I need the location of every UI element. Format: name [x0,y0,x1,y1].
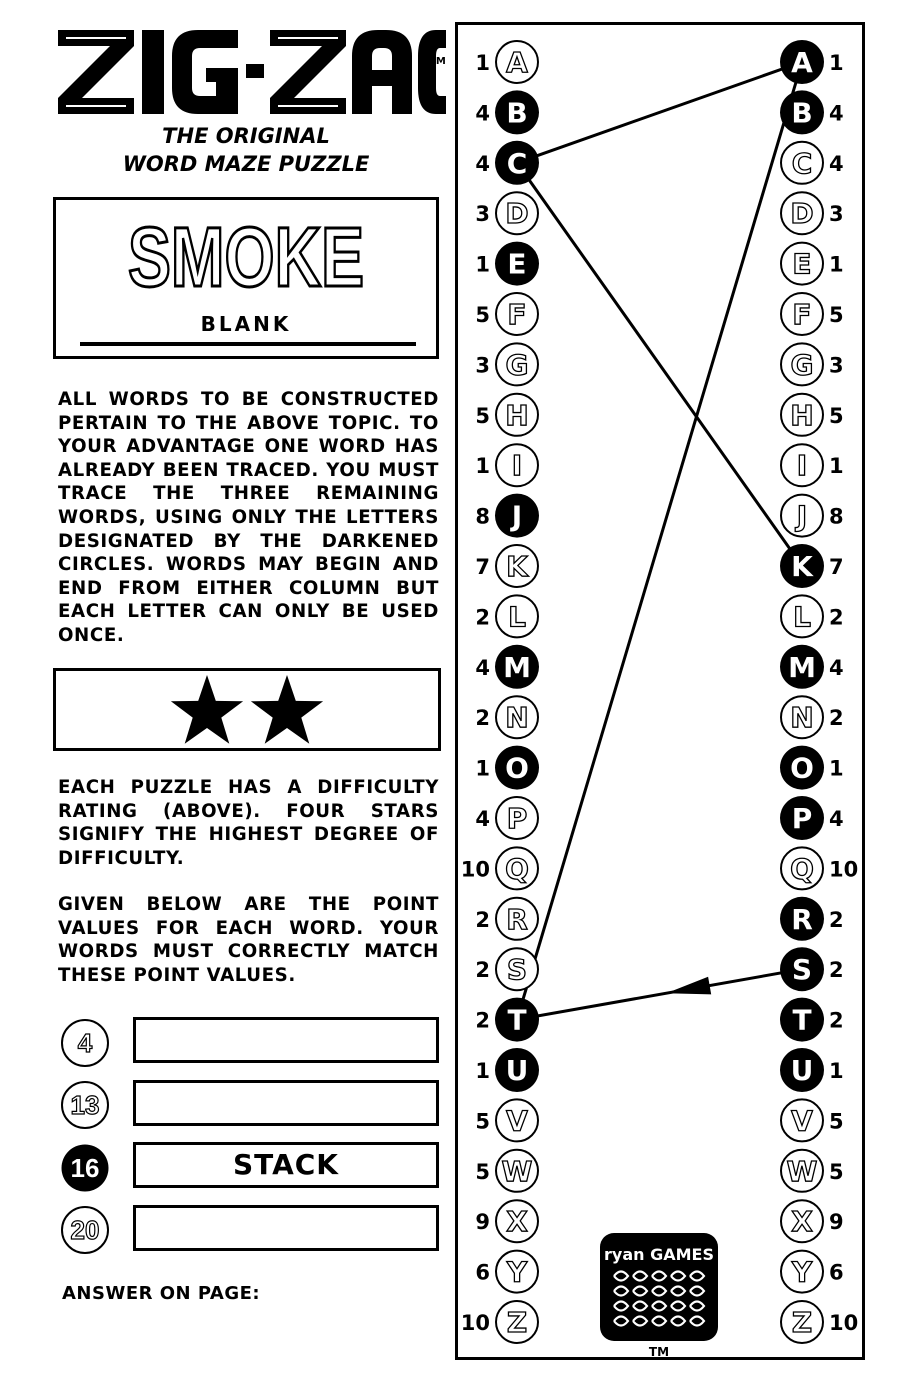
right-point-value: 5 [829,1109,844,1134]
answer-on-page-label: ANSWER ON PAGE: [62,1283,261,1304]
point-value-circle [60,1205,110,1255]
point-value-circle [60,1080,110,1130]
letter-text: O [790,751,814,785]
letter-text: V [791,1104,813,1138]
difficulty-star-icon [171,675,243,744]
letter-circle-left-o[interactable] [495,746,539,790]
left-point-value: 2 [475,907,490,932]
right-point-value: 1 [829,51,844,75]
right-point-value: 1 [829,454,844,479]
instructions-text: ALL WORDS TO BE CONSTRUCTED PERTAIN TO THE ABOVE TOPIC. TO YOUR ADVANTAGE ONE WORD HAS ALREADY BEEN TRACED. YOU MUST TRACE THE THREE REMAINING WORDS, USING ONLY THE LETTERS DESIGNATED BY THE DARKENED CIRCLES. WORDS MAY BEGIN AND END FROM EITHER COLUMN BUT EACH LETTER CAN ONLY BE USED ONCE. [58,389,439,646]
answer-box-3[interactable]: STACK [133,1142,439,1188]
letter-circle-left-a[interactable] [496,41,538,83]
left-point-value: 4 [475,655,490,680]
letter-circle-right-w[interactable] [781,1150,823,1192]
left-point-value: 10 [460,857,490,882]
letter-text: P [506,802,528,835]
right-point-value: 5 [829,303,844,327]
left-point-value: 5 [475,403,490,428]
word-maze-board [455,22,865,1360]
letter-circle-left-d[interactable] [496,192,538,234]
left-point-value: 3 [475,202,490,227]
topic-blank-label: BLANK [200,312,292,336]
left-point-value: 10 [460,1311,490,1335]
point-value-text: 13 [70,1090,100,1120]
letter-circle-right-y[interactable] [781,1251,823,1293]
letter-circle-right-p[interactable] [780,796,824,840]
left-point-value: 2 [475,605,490,630]
letter-circle-right-a[interactable] [780,40,824,84]
right-point-value: 8 [829,504,844,529]
letter-text: S [791,953,813,987]
left-point-value: 3 [475,353,490,378]
left-point-value: 1 [475,252,490,277]
letter-text: G [505,348,529,382]
letter-circle-right-l[interactable] [781,595,823,637]
letter-circle-left-t[interactable] [495,998,539,1042]
letter-circle-left-u[interactable] [495,1048,539,1092]
letter-text: B [506,96,528,130]
letter-circle-right-o[interactable] [780,746,824,790]
right-point-value: 2 [829,907,844,932]
letter-text: Q [790,852,814,886]
logo-tm: TM [428,56,447,67]
left-point-value: 1 [475,51,490,75]
left-point-value: 5 [475,1109,490,1134]
right-point-value: 9 [829,1210,844,1235]
right-point-value: 3 [829,202,844,227]
right-point-value: 5 [829,1159,844,1184]
letter-text: U [790,1054,814,1087]
letter-text: O [505,751,529,785]
letter-text: E [507,247,527,281]
right-point-value: 2 [829,605,844,630]
left-point-value: 7 [475,555,490,579]
answer-box-1[interactable] [133,1017,439,1063]
point-value-text: 4 [77,1028,93,1058]
difficulty-text: EACH PUZZLE HAS A DIFFICULTY RATING (ABOVE). FOUR STARS SIGNIFY THE HIGHEST DEGREE OF DIFFICULTY. [58,777,439,869]
svg-text:ryan GAMES: ryan GAMES [604,1245,714,1264]
letter-text: I [511,449,523,483]
letter-circle-right-h[interactable] [781,394,823,436]
letter-text: X [506,1205,528,1239]
letter-text: L [508,600,526,634]
path-direction-arrow-icon [666,977,711,995]
right-point-value: 4 [829,101,844,126]
letter-text: W [501,1154,533,1188]
right-point-value: 1 [829,1059,844,1083]
letter-circle-right-b[interactable] [780,90,824,134]
letter-circle-left-v[interactable] [496,1099,538,1141]
letter-text: T [792,1003,812,1037]
letter-circle-left-y[interactable] [496,1251,538,1293]
letter-circle-left-e[interactable] [495,242,539,286]
letter-text: G [790,348,814,382]
right-point-value: 4 [829,655,844,680]
left-point-value: 6 [475,1260,490,1285]
letter-text: K [506,550,528,583]
letter-text: H [790,398,814,432]
left-point-value: 5 [475,303,490,327]
right-point-value: 7 [829,555,844,579]
publisher-tm: TM [648,1345,670,1359]
letter-text: D [790,197,814,231]
point-value-circle [60,1018,110,1068]
letter-circle-right-n[interactable] [781,696,823,738]
letter-text: Q [505,852,529,886]
left-point-value: 9 [475,1210,490,1235]
letter-text: Y [506,1255,528,1289]
letter-circle-right-r[interactable] [780,897,824,941]
letter-text: R [506,902,528,936]
topic-word [116,210,376,304]
right-point-value: 1 [829,252,844,277]
left-point-value: 4 [475,807,490,831]
letter-circle-left-w[interactable] [496,1150,538,1192]
svg-text:SMOKE: SMOKE [128,210,364,304]
letter-circle-right-i[interactable] [781,444,823,486]
letter-text: R [791,902,813,936]
letter-text: H [505,398,529,432]
right-point-value: 6 [829,1260,844,1285]
zig-zag-logo [56,26,446,118]
letter-text: Y [791,1255,813,1289]
left-point-value: 1 [475,454,490,479]
traced-path-line [517,62,802,163]
letter-text: A [791,46,813,79]
letter-text: M [788,650,816,684]
letter-circle-right-v[interactable] [781,1099,823,1141]
letter-circle-right-u[interactable] [780,1048,824,1092]
letter-text: V [506,1104,528,1138]
traced-path-line [517,163,802,566]
letter-circle-left-l[interactable] [496,595,538,637]
logo-text: ZIG-ZAG [56,26,61,27]
left-point-value: 5 [475,1159,490,1184]
letter-text: A [506,46,528,79]
letter-circle-right-z[interactable] [781,1301,823,1343]
letter-circle-right-j[interactable] [781,495,823,537]
letter-text: S [506,953,528,987]
traced-path-line [517,969,802,1019]
letter-circle-right-d[interactable] [781,192,823,234]
letter-text: M [503,650,531,684]
letter-circle-left-h[interactable] [496,394,538,436]
difficulty-star-icon [251,675,323,744]
point-value-text: 20 [70,1215,100,1245]
letter-circle-right-e[interactable] [781,243,823,285]
letter-circle-left-n[interactable] [496,696,538,738]
letter-text: I [796,449,808,483]
letter-text: W [786,1154,818,1188]
letter-text: C [791,146,813,180]
left-point-value: 2 [475,958,490,983]
right-point-value: 2 [829,1008,844,1033]
points-text: GIVEN BELOW ARE THE POINT VALUES FOR EACH WORD. YOUR WORDS MUST CORRECTLY MATCH THESE POINT VALUES. [58,894,439,986]
letter-circle-left-r[interactable] [496,898,538,940]
letter-circle-left-x[interactable] [496,1200,538,1242]
difficulty-rating-box [53,668,441,751]
left-point-value: 4 [475,101,490,126]
letter-text: P [791,802,813,835]
letter-text: X [791,1205,813,1239]
letter-circle-right-t[interactable] [780,998,824,1042]
letter-circle-right-m[interactable] [780,645,824,689]
left-point-value: 2 [475,1008,490,1033]
subtitle-line1: THE ORIGINAL [162,124,330,148]
right-point-value: 3 [829,353,844,378]
right-point-value: 2 [829,706,844,731]
right-point-value: 4 [829,807,844,831]
letter-circle-right-q[interactable] [781,847,823,889]
left-point-value: 8 [475,504,490,529]
subtitle-line2: WORD MAZE PUZZLE [122,152,370,176]
letter-text: Z [506,1306,528,1339]
letter-text: K [791,550,813,583]
letter-circle-left-g[interactable] [496,343,538,385]
answer-box-2[interactable] [133,1080,439,1126]
letter-circle-right-c[interactable] [781,142,823,184]
letter-text: Z [791,1306,813,1339]
letter-text: U [505,1054,529,1087]
letter-circle-right-g[interactable] [781,343,823,385]
letter-text: B [791,96,813,130]
point-value-circle [60,1143,110,1193]
letter-text: J [796,499,808,533]
letter-circle-left-p[interactable] [496,797,538,839]
ryan-games-logo [600,1233,718,1341]
right-point-value: 10 [829,857,859,882]
topic-box [53,197,439,359]
answer-box-4[interactable] [133,1205,439,1251]
letter-text: J [511,499,523,533]
letter-circle-left-m[interactable] [495,645,539,689]
letter-circle-left-c[interactable] [495,141,539,185]
letter-text: E [792,247,812,281]
letter-text: N [505,701,529,735]
letter-text: T [507,1003,527,1037]
left-point-value: 2 [475,706,490,731]
letter-text: N [790,701,814,735]
letter-circle-left-q[interactable] [496,847,538,889]
letter-text: L [793,600,811,634]
left-point-value: 4 [475,151,490,176]
letter-text: F [507,298,527,331]
letter-circle-left-z[interactable] [496,1301,538,1343]
topic-underline [80,342,416,346]
letter-circle-left-f[interactable] [496,293,538,335]
letter-circle-right-k[interactable] [780,544,824,588]
letter-text: D [505,197,529,231]
point-value-text: 16 [70,1153,100,1183]
right-point-value: 10 [829,1311,859,1335]
letter-circle-left-b[interactable] [495,90,539,134]
letter-text: F [792,298,812,331]
right-point-value: 5 [829,403,844,428]
right-point-value: 1 [829,756,844,781]
letter-circle-right-s[interactable] [780,947,824,991]
right-point-value: 4 [829,151,844,176]
letter-circle-left-s[interactable] [496,948,538,990]
left-point-value: 1 [475,1059,490,1083]
letter-circle-right-x[interactable] [781,1200,823,1242]
left-point-value: 1 [475,756,490,781]
right-point-value: 2 [829,958,844,983]
letter-text: C [506,146,528,180]
letter-circle-left-j[interactable] [495,494,539,538]
letter-circle-right-f[interactable] [781,293,823,335]
letter-circle-left-k[interactable] [496,545,538,587]
letter-circle-left-i[interactable] [496,444,538,486]
traced-path-line [517,62,802,1020]
